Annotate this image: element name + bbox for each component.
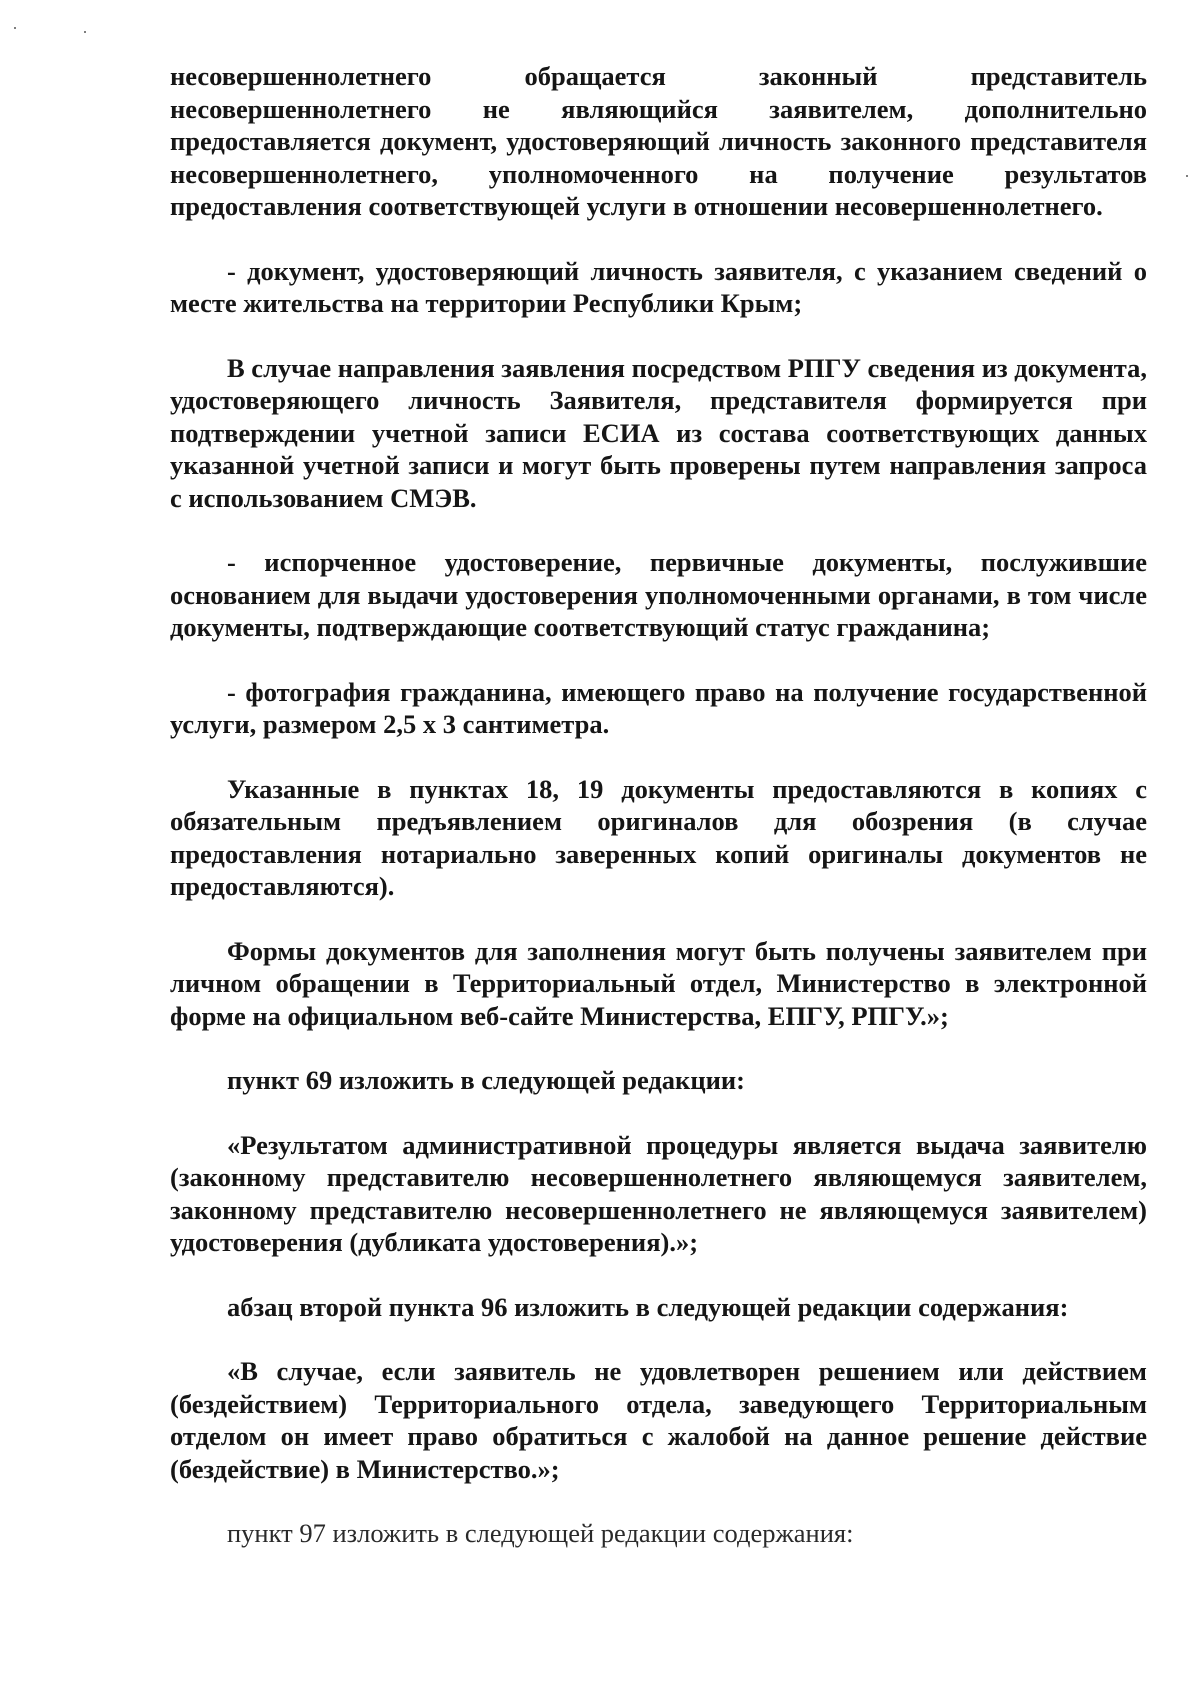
paragraph-legal-representative: несовершеннолетнего обращается законный представитель несовершеннолетнего не являющийся заявителем, дополнительно предоставляется документ, удостоверяющий личность законного представителя несовершеннолетнего, уполномоченного на получение результатов предоставления соответствующей услуги в отношении несовершеннолетнего. — [170, 61, 1147, 221]
paragraph-document-forms: Формы документов для заполнения могут быть получены заявителем при личном обращении в Территориальный отдел, Министерство в электронной форме на официальном веб-сайте Министерства, ЕПГУ, РПГУ.»; — [170, 935, 1147, 1031]
paragraph-item-96-text: «В случае, если заявитель не удовлетворен решением или действием (бездействием) Территориального отдела, заведующего Территориальным отделом он имеет право обратиться с жалобой на данное решение действие (бездействие) в Министерство.»; — [170, 1356, 1147, 1484]
paragraph-copies-originals: Указанные в пунктах 18, 19 документы предоставляются в копиях с обязательным предъявлением оригиналов для обозрения (в случае предоставления нотариально заверенных копий оригиналы документов не предоставляются). — [170, 773, 1147, 901]
paragraph-item-96-heading: абзац второй пункта 96 изложить в следующей редакции содержания: — [227, 1291, 1069, 1322]
document-body — [170, 60, 1147, 1550]
paragraph-photograph: - фотография гражданина, имеющего право на получение государственной услуги, размером 2,5 х 3 сантиметра. — [170, 676, 1147, 739]
paragraph-item-69-heading: пункт 69 изложить в следующей редакции: — [227, 1065, 745, 1095]
scan-speck — [84, 31, 86, 33]
paragraph-rpgu-submission: В случае направления заявления посредством РПГУ сведения из документа, удостоверяющего личность Заявителя, представителя формируется при подтверждении учетной записи ЕСИА из состава соответствующих данных указанной учетной записи и могут быть проверены путем направления запроса с использованием СМЭВ. — [170, 352, 1147, 513]
paragraph-item-97-heading: пункт 97 изложить в следующей редакции содержания: — [227, 1518, 854, 1548]
paragraph-identity-document: - документ, удостоверяющий личность заявителя, с указанием сведений о месте жительства на территории Республики Крым; — [170, 255, 1147, 318]
paragraph-item-69-text: «Результатом административной процедуры является выдача заявителю (законному представителю несовершеннолетнего являющемуся заявителем, законному представителю несовершеннолетнего не являющемуся заявителем) удостоверения (дубликата удостоверения).»; — [170, 1129, 1147, 1257]
scan-speck — [1186, 175, 1188, 177]
scan-speck — [14, 27, 16, 29]
paragraph-damaged-certificate: - испорченное удостоверение, первичные документы, послужившие основанием для выдачи удостоверения уполномоченными органами, в том числе документы, подтверждающие соответствующий статус гражданина; — [170, 547, 1147, 642]
